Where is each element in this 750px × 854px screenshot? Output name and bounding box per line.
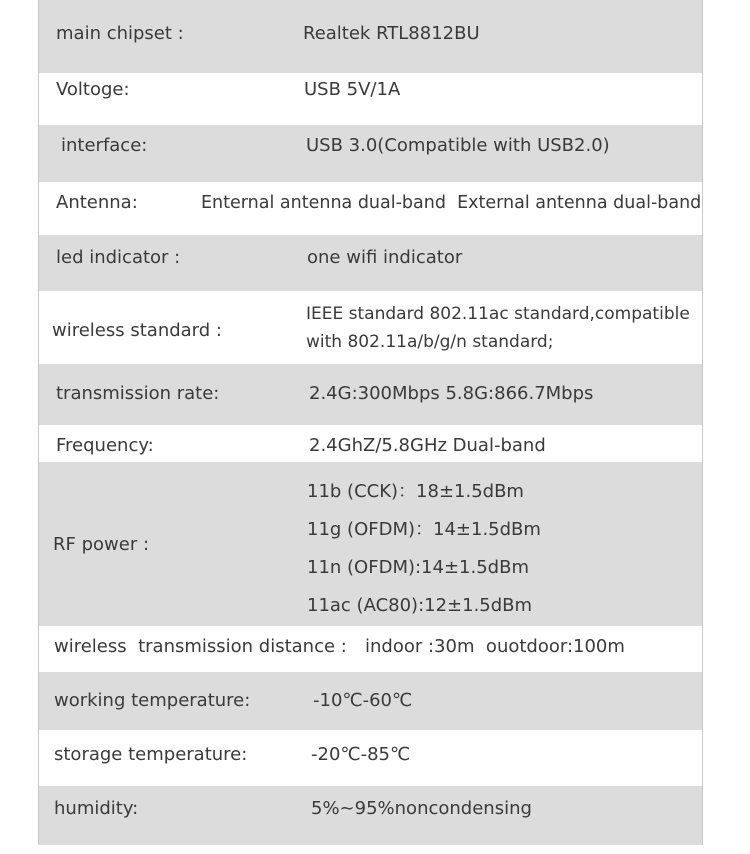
- spec-row-rate: [39, 364, 702, 425]
- spec-value: 11g (OFDM)：14±1.5dBm: [307, 519, 541, 540]
- spec-value: 11n (OFDM):14±1.5dBm: [307, 557, 529, 578]
- spec-row-rfpower: [39, 462, 702, 626]
- spec-value: 5%~95%noncondensing: [311, 798, 532, 819]
- spec-label: Frequency:: [56, 435, 154, 456]
- spec-value: USB 3.0(Compatible with USB2.0): [306, 135, 610, 156]
- spec-row-humidity: [39, 786, 702, 845]
- spec-value: indoor :30m ouotdoor:100m: [365, 636, 625, 657]
- spec-row-antenna: [39, 182, 702, 235]
- spec-value: 2.4GhZ/5.8GHz Dual-band: [309, 435, 546, 456]
- spec-label: transmission rate:: [56, 383, 220, 404]
- spec-value: Enternal antenna dual-band External antenna dual-band: [201, 193, 702, 213]
- spec-value: 11ac (AC80):12±1.5dBm: [307, 595, 533, 616]
- spec-value: Realtek RTL8812BU: [303, 23, 480, 44]
- spec-value: 2.4G:300Mbps 5.8G:866.7Mbps: [309, 383, 594, 404]
- spec-value: -10℃-60℃: [313, 690, 413, 711]
- spec-table: [38, 0, 703, 845]
- spec-row-interface: [39, 125, 702, 182]
- spec-row-led: [39, 235, 702, 291]
- spec-label: led indicator :: [56, 247, 181, 268]
- spec-label: Antenna:: [56, 192, 138, 213]
- spec-row-distance: [39, 626, 702, 672]
- spec-label: RF power :: [53, 534, 150, 555]
- spec-value: USB 5V/1A: [304, 79, 401, 100]
- spec-value: with 802.11a/b/g/n standard;: [306, 332, 554, 352]
- spec-row-chipset: [39, 0, 702, 73]
- spec-row-storage-temperature: [39, 730, 702, 786]
- spec-row-frequency: [39, 425, 702, 462]
- spec-label: wireless standard :: [52, 320, 222, 341]
- spec-label: interface:: [61, 135, 148, 156]
- spec-label: Voltoge:: [56, 79, 130, 100]
- spec-row-voltage: [39, 73, 702, 125]
- spec-row-standard: [39, 291, 702, 364]
- spec-value: 11b (CCK)：18±1.5dBm: [307, 481, 524, 502]
- spec-label: humidity:: [54, 798, 139, 819]
- spec-row-working-temperature: [39, 672, 702, 730]
- spec-value: IEEE standard 802.11ac standard,compatible: [306, 304, 690, 324]
- spec-label: wireless transmission distance :: [54, 636, 347, 657]
- spec-label: storage temperature:: [54, 744, 248, 765]
- spec-label: working temperature:: [54, 690, 251, 711]
- spec-label: main chipset :: [56, 23, 184, 44]
- spec-value: -20℃-85℃: [311, 744, 411, 765]
- spec-value: one wifi indicator: [307, 247, 463, 268]
